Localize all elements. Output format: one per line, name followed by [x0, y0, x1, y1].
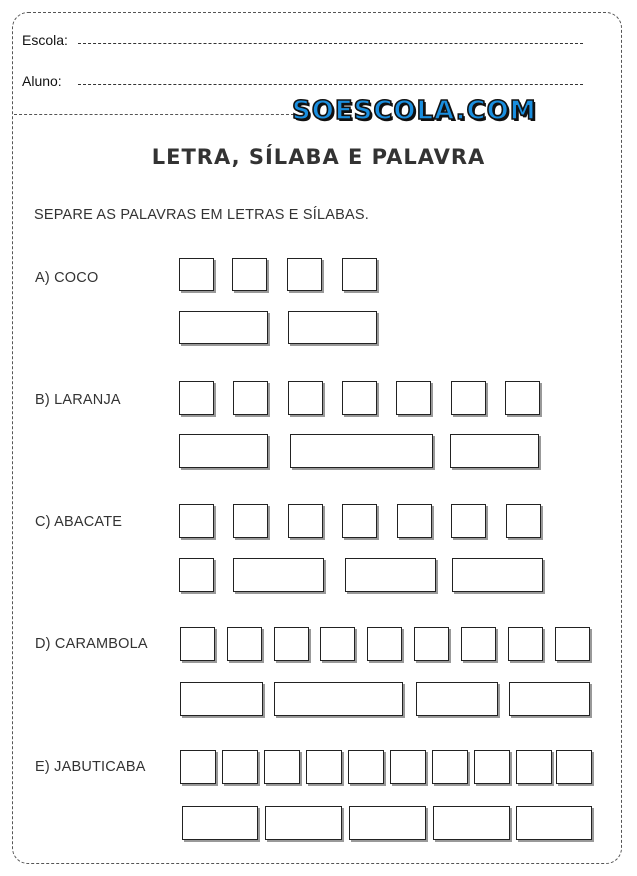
letter-box[interactable] [288, 504, 323, 538]
letter-box[interactable] [233, 504, 268, 538]
letter-box[interactable] [179, 258, 214, 291]
letter-box[interactable] [555, 627, 590, 661]
letter-box[interactable] [232, 258, 267, 291]
school-field-line[interactable] [78, 43, 583, 44]
syllable-box[interactable] [182, 806, 258, 840]
syllable-box[interactable] [345, 558, 436, 592]
syllable-box[interactable] [288, 311, 377, 344]
worksheet-title: LETRA, SÍLABA E PALAVRA [151, 145, 486, 169]
letter-box[interactable] [451, 381, 486, 415]
letter-box[interactable] [508, 627, 543, 661]
letter-box[interactable] [342, 504, 377, 538]
letter-box[interactable] [306, 750, 342, 784]
syllable-box[interactable] [179, 434, 268, 468]
syllable-box[interactable] [180, 682, 263, 716]
header-divider [14, 114, 294, 115]
syllable-box[interactable] [179, 311, 268, 344]
syllable-box[interactable] [349, 806, 426, 840]
letter-box[interactable] [516, 750, 552, 784]
letter-box[interactable] [432, 750, 468, 784]
letter-box[interactable] [179, 381, 214, 415]
syllable-box[interactable] [265, 806, 342, 840]
syllable-box[interactable] [416, 682, 498, 716]
letter-box[interactable] [274, 627, 309, 661]
syllable-box[interactable] [516, 806, 592, 840]
word-label: B) LARANJA [35, 392, 121, 408]
word-label: D) CARAMBOLA [35, 636, 148, 652]
letter-box[interactable] [287, 258, 322, 291]
letter-box[interactable] [233, 381, 268, 415]
letter-box[interactable] [342, 258, 377, 291]
letter-box[interactable] [390, 750, 426, 784]
letter-box[interactable] [179, 504, 214, 538]
student-field-line[interactable] [78, 84, 583, 85]
letter-box[interactable] [397, 504, 432, 538]
word-label: E) JABUTICABA [35, 759, 146, 775]
letter-box[interactable] [506, 504, 541, 538]
letter-box[interactable] [451, 504, 486, 538]
letter-box[interactable] [264, 750, 300, 784]
syllable-box[interactable] [179, 558, 214, 592]
letter-box[interactable] [227, 627, 262, 661]
word-label: A) COCO [35, 270, 99, 286]
instruction-text: SEPARE AS PALAVRAS EM LETRAS E SÍLABAS. [34, 207, 369, 223]
letter-box[interactable] [342, 381, 377, 415]
syllable-box[interactable] [290, 434, 433, 468]
syllable-box[interactable] [274, 682, 403, 716]
letter-box[interactable] [288, 381, 323, 415]
letter-box[interactable] [396, 381, 431, 415]
letter-box[interactable] [367, 627, 402, 661]
syllable-box[interactable] [450, 434, 539, 468]
letter-box[interactable] [180, 627, 215, 661]
letter-box[interactable] [222, 750, 258, 784]
school-label: Escola: [22, 32, 68, 48]
letter-box[interactable] [505, 381, 540, 415]
syllable-box[interactable] [233, 558, 324, 592]
letter-box[interactable] [414, 627, 449, 661]
word-label: C) ABACATE [35, 514, 123, 530]
syllable-box[interactable] [433, 806, 510, 840]
letter-box[interactable] [180, 750, 216, 784]
letter-box[interactable] [556, 750, 592, 784]
syllable-box[interactable] [509, 682, 590, 716]
student-label: Aluno: [22, 73, 62, 89]
syllable-box[interactable] [452, 558, 543, 592]
letter-box[interactable] [461, 627, 496, 661]
letter-box[interactable] [348, 750, 384, 784]
letter-box[interactable] [474, 750, 510, 784]
letter-box[interactable] [320, 627, 355, 661]
site-logo: SOESCOLA.COM [292, 96, 537, 126]
